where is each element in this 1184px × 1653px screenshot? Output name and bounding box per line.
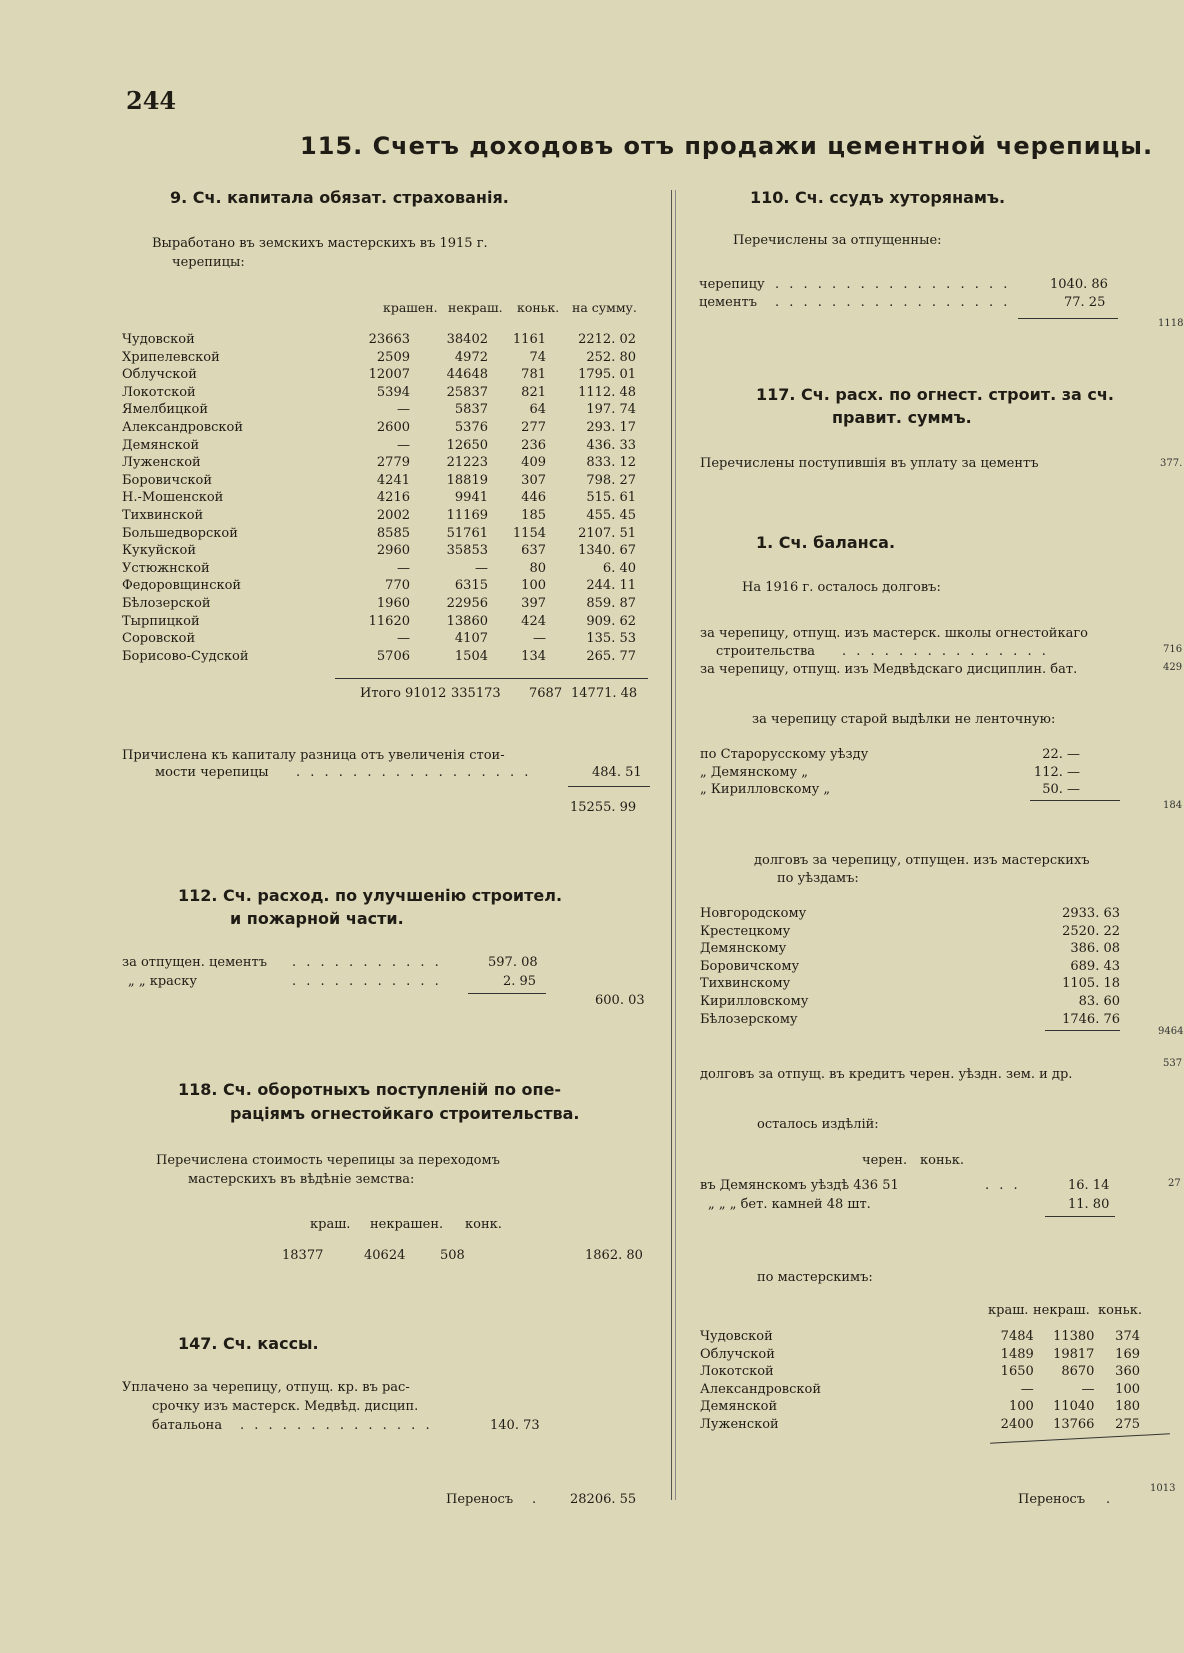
nekrash-value: 1504 <box>454 648 488 664</box>
s1-line1a: за черепицу, отпущ. изъ мастерск. школы огнестойкаго <box>700 626 1088 641</box>
section-118-heading-2: раціямъ огнестойкаго строительства. <box>230 1104 580 1123</box>
konk-value: 360 <box>1115 1364 1140 1380</box>
table-row <box>122 454 636 472</box>
right-carry-label: Переносъ <box>1018 1492 1086 1507</box>
konk-value: 1154 <box>512 525 546 541</box>
section-117-heading-2: правит. суммъ. <box>832 408 972 427</box>
konk-value: 180 <box>1115 1399 1140 1415</box>
ws-col-nekrash: некраш. <box>1033 1303 1090 1318</box>
dot-leader: . . . . . . . . . . . . . . . <box>842 644 1049 659</box>
konk-value: 277 <box>521 419 546 435</box>
nekrash-value: 38402 <box>446 332 488 347</box>
s1-edge3: 184 <box>1163 800 1183 811</box>
nekrash-value: 11380 <box>1053 1329 1095 1344</box>
nekrash-value: — <box>475 560 488 576</box>
s1-edge4: 9464 <box>1158 1026 1184 1037</box>
nekrash-value: 5837 <box>454 402 488 418</box>
s118-text-2: мастерскихъ въ вѣдѣніе земства: <box>188 1172 415 1187</box>
table-row <box>700 746 1080 764</box>
section-9-intro-2: черепицы: <box>172 255 245 270</box>
sum-value: 293. 17 <box>586 419 636 435</box>
old-tile-table <box>700 746 1080 799</box>
amount-value: 386. 08 <box>1070 941 1120 957</box>
table-row <box>700 1346 1140 1364</box>
s1-remain-row1-amount: 16. 14 <box>1068 1178 1110 1193</box>
table-row <box>700 781 1080 799</box>
konk-value: 1161 <box>512 332 546 347</box>
krashen-value: 2779 <box>376 455 410 471</box>
s110-row2-label: цементъ <box>699 295 757 310</box>
s112-row2-amount: 2. 95 <box>503 974 537 989</box>
amount-value: 2520. 22 <box>1062 923 1120 939</box>
s118-col-nekrash: некрашен. <box>370 1217 444 1232</box>
krash-value: 2400 <box>1000 1416 1034 1432</box>
s1-remain-col-2: коньк. <box>920 1153 964 1168</box>
amount-value: 1105. 18 <box>1062 976 1120 992</box>
table-row <box>122 489 636 507</box>
s117-text: Перечислены поступившія въ уплату за цементъ <box>700 456 1039 471</box>
sum-value: 798. 27 <box>586 472 636 488</box>
section-118-heading: 118. Сч. оборотныхъ поступленій по опе- <box>178 1080 562 1099</box>
workshop-name: Большедворской <box>122 525 238 541</box>
workshop-name: Облучской <box>700 1346 775 1362</box>
krashen-value: 11620 <box>368 613 410 629</box>
district-name: „ Кирилловскому „ <box>700 782 831 798</box>
section-9-heading: 9. Сч. капитала обязат. страхованія. <box>170 188 509 207</box>
table-row <box>700 1398 1140 1416</box>
nekrash-value: 22956 <box>446 595 488 611</box>
konk-value: 409 <box>521 455 546 471</box>
sum-value: 244. 11 <box>586 578 636 594</box>
col-header-krashen: крашен. <box>383 300 438 315</box>
krashen-value: — <box>397 437 410 453</box>
table-row <box>700 1328 1140 1346</box>
table-row <box>700 993 1120 1011</box>
district-name: Кирилловскому <box>700 993 809 1009</box>
s118-col-krash: краш. <box>310 1217 351 1232</box>
amount-value: 50. — <box>1042 782 1080 798</box>
table-row <box>122 384 636 402</box>
rule <box>1030 800 1120 801</box>
s147-text-1: Уплачено за черепицу, отпущ. кр. въ рас- <box>122 1380 410 1395</box>
s1-edge2: 429 <box>1163 662 1183 673</box>
table-row <box>700 958 1120 976</box>
s112-sum: 600. 03 <box>595 993 645 1008</box>
s1-line2: за черепицу, отпущ. изъ Медвѣдскаго дисциплин. бат. <box>700 662 1078 677</box>
district-name: „ Демянскому „ <box>700 764 808 780</box>
konk-value: 74 <box>529 349 546 365</box>
table-row <box>122 648 636 666</box>
district-name: Бѣлозерскому <box>700 1011 798 1027</box>
workshop-name: Александровской <box>122 419 243 435</box>
table-row <box>122 560 636 578</box>
dot-leader: . . . <box>985 1178 1021 1193</box>
amount-value: 689. 43 <box>1070 958 1120 974</box>
table-row <box>122 401 636 419</box>
krashen-value: — <box>397 631 410 647</box>
workshop-name: Кукуйской <box>122 543 197 559</box>
workshop-output-table <box>122 331 636 665</box>
rule <box>1045 1216 1115 1217</box>
krashen-value: 2509 <box>376 349 410 365</box>
s110-text: Перечислены за отпущенные: <box>733 233 942 248</box>
nekrash-value: 13860 <box>446 613 488 629</box>
nekrash-value: 4972 <box>454 349 488 365</box>
konk-value: 374 <box>1115 1329 1140 1344</box>
rule <box>568 786 650 787</box>
konk-value: 64 <box>529 402 546 418</box>
total-konk: 7687 <box>529 686 563 701</box>
nekrash-value: 9941 <box>454 490 488 506</box>
workshop-name: Луженской <box>700 1416 779 1432</box>
table-row <box>700 940 1120 958</box>
sum-value: 2212. 02 <box>578 332 636 347</box>
table-row <box>700 923 1120 941</box>
nekrash-value: 19817 <box>1053 1346 1095 1362</box>
sum-value: 252. 80 <box>586 349 636 365</box>
workshop-name: Чудовской <box>122 332 195 347</box>
s118-val-nekrash: 40624 <box>364 1248 406 1263</box>
dot-leader: . . . . . . . . . . . <box>292 974 442 989</box>
nekrash-value: 6315 <box>454 578 488 594</box>
workshop-name: Локотской <box>700 1364 774 1380</box>
konk-value: 185 <box>521 507 546 523</box>
col-header-konk: коньк. <box>517 300 560 315</box>
konk-value: 307 <box>521 472 546 488</box>
s1-debt-intro-1: долговъ за черепицу, отпущен. изъ мастерскихъ <box>754 853 1090 868</box>
district-name: Боровичскому <box>700 958 800 974</box>
section-147-heading: 147. Сч. кассы. <box>178 1334 319 1353</box>
section-110-heading: 110. Сч. ссудъ хуторянамъ. <box>750 188 1006 207</box>
s1-credit-line: долговъ за отпущ. въ кредитъ черен. уѣздн. зем. и др. <box>700 1067 1073 1082</box>
nekrash-value: 21223 <box>446 455 488 471</box>
sum-value: 909. 62 <box>586 613 636 629</box>
rule <box>1018 318 1118 319</box>
left-carry-dot: . <box>532 1492 537 1507</box>
s118-amount: 1862. 80 <box>585 1248 643 1263</box>
s110-row1-label: черепицу <box>699 277 765 292</box>
workshop-name: Тырпицкой <box>122 613 200 629</box>
konk-value: 637 <box>521 543 546 559</box>
total-label: Итого <box>360 686 401 701</box>
krashen-value: 5394 <box>376 384 410 400</box>
table-row <box>700 1011 1120 1029</box>
amount-value: 83. 60 <box>1078 993 1120 1009</box>
dot-leader: . . . . . . . . . . . <box>292 955 442 970</box>
district-name: Новгородскому <box>700 906 807 921</box>
column-divider-2 <box>675 190 676 1500</box>
section-9-intro: Выработано въ земскихъ мастерскихъ въ 1915 г. <box>152 236 488 251</box>
s1-workshop-intro: по мастерскимъ: <box>757 1270 873 1285</box>
s1-remain-col-1: черен. <box>862 1153 908 1168</box>
col-header-sum: на сумму. <box>572 300 637 315</box>
nekrash-value: 11040 <box>1053 1399 1095 1415</box>
s118-val-krash: 18377 <box>282 1248 324 1263</box>
krashen-value: 2002 <box>376 507 410 523</box>
s1-edge6: 27 <box>1168 1178 1181 1189</box>
district-name: Тихвинскому <box>700 976 791 992</box>
nekrash-value: 35853 <box>446 543 488 559</box>
table-row <box>700 764 1080 782</box>
konk-value: — <box>533 631 546 647</box>
table-row <box>700 905 1120 923</box>
nekrash-value: 25837 <box>446 384 488 400</box>
s1-remain-row2-amount: 11. 80 <box>1068 1197 1110 1212</box>
workshop-name: Н.-Мошенской <box>122 490 224 506</box>
right-edge-carry: 1013 <box>1150 1483 1176 1494</box>
s110-row1-amount: 1040. 86 <box>1050 277 1108 292</box>
dot-leader: . . . . . . . . . . . . . . . . . <box>296 765 532 780</box>
table-row <box>122 613 636 631</box>
section-9-sum: 15255. 99 <box>570 800 637 815</box>
s147-text-2: срочку изъ мастерск. Медвѣд. дисцип. <box>152 1399 419 1414</box>
s1-debt-intro-2: по уѣздамъ: <box>777 871 859 886</box>
page-title: 115. Счетъ доходовъ отъ продажи цементной черепицы. <box>300 132 1154 160</box>
workshop-name: Демянской <box>700 1399 778 1415</box>
added-amount: 484. 51 <box>592 765 642 780</box>
table-row <box>122 542 636 560</box>
table-row <box>122 577 636 595</box>
sum-value: 436. 33 <box>586 437 636 453</box>
amount-value: 1746. 76 <box>1062 1011 1120 1027</box>
column-divider <box>671 190 672 1500</box>
krashen-value: 8585 <box>376 525 410 541</box>
s1-edge5: 537 <box>1163 1058 1183 1069</box>
sum-value: 135. 53 <box>586 631 636 647</box>
nekrash-value: 44648 <box>446 367 488 383</box>
konk-value: 100 <box>1115 1381 1140 1397</box>
sum-value: 859. 87 <box>586 595 636 611</box>
konk-value: 424 <box>521 613 546 629</box>
s147-text-3: батальона <box>152 1418 223 1433</box>
krashen-value: 2600 <box>376 419 410 435</box>
workshop-name: Федоровщинской <box>122 578 242 594</box>
left-carry-label: Переносъ <box>446 1492 514 1507</box>
krashen-value: — <box>397 560 410 576</box>
table-row <box>122 472 636 490</box>
dot-leader: . . . . . . . . . . . . . . <box>240 1418 433 1433</box>
krash-value: 1650 <box>1000 1364 1034 1380</box>
krashen-value: 4241 <box>376 472 410 488</box>
s1-remain-intro: осталось издѣлій: <box>757 1117 879 1132</box>
table-row <box>700 1416 1140 1434</box>
nekrash-value: 12650 <box>446 437 488 453</box>
sum-value: 6. 40 <box>602 560 636 576</box>
konk-value: 236 <box>521 437 546 453</box>
workshop-name: Хрипелевской <box>122 349 220 365</box>
sum-value: 515. 61 <box>586 490 636 506</box>
konk-value: 275 <box>1115 1416 1140 1432</box>
s112-row1-amount: 597. 08 <box>488 955 538 970</box>
s1-old-intro: за черепицу старой выдѣлки не ленточную: <box>752 712 1056 727</box>
sum-value: 455. 45 <box>586 507 636 523</box>
rule <box>990 1433 1170 1443</box>
rule <box>335 678 648 679</box>
s147-amount: 140. 73 <box>490 1418 540 1433</box>
table-row <box>700 975 1120 993</box>
sum-value: 2107. 51 <box>578 525 636 541</box>
sum-value: 1795. 01 <box>578 367 636 383</box>
col-header-nekrash: некраш. <box>448 300 503 315</box>
konk-value: 781 <box>521 367 546 383</box>
table-row <box>122 366 636 384</box>
krashen-value: 4216 <box>376 490 410 506</box>
table-row <box>122 349 636 367</box>
nekrash-value: 13766 <box>1053 1416 1095 1432</box>
debt-by-district-table <box>700 905 1120 1028</box>
s1-remain-row2-label: „ „ „ бет. камней 48 шт. <box>708 1197 871 1212</box>
nekrash-value: 51761 <box>446 525 488 541</box>
krashen-value: 1960 <box>376 595 410 611</box>
added-line-1: Причислена къ капиталу разница отъ увеличенія стои- <box>122 748 505 763</box>
section-112-heading: 112. Сч. расход. по улучшенію строител. <box>178 886 563 905</box>
table-row <box>122 437 636 455</box>
table-row <box>122 630 636 648</box>
workshop-stock-table <box>700 1328 1140 1434</box>
workshop-name: Александровской <box>700 1381 821 1397</box>
krashen-value: 23663 <box>368 332 410 347</box>
s1-intro: На 1916 г. осталось долговъ: <box>742 580 941 595</box>
s118-text-1: Перечислена стоимость черепицы за переходомъ <box>156 1153 500 1168</box>
s112-row1-label: за отпущен. цементъ <box>122 955 267 970</box>
workshop-name: Облучской <box>122 367 197 383</box>
amount-value: 112. — <box>1033 764 1080 780</box>
s117-edge-amount: 377. <box>1160 458 1183 469</box>
krash-value: 100 <box>1008 1399 1034 1415</box>
amount-value: 2933. 63 <box>1062 906 1120 921</box>
dot-leader: . . . . . . . . . . . . . . . . . <box>775 295 1011 310</box>
konk-value: 446 <box>521 490 546 506</box>
konk-value: 80 <box>529 560 546 576</box>
section-112-heading-2: и пожарной части. <box>230 909 404 928</box>
district-name: Крестецкому <box>700 923 791 939</box>
s1-remain-row1-label: въ Демянскомъ уѣздѣ 436 51 <box>700 1178 899 1193</box>
table-row <box>700 1363 1140 1381</box>
workshop-name: Чудовской <box>700 1329 773 1344</box>
table-row <box>122 507 636 525</box>
sum-value: 833. 12 <box>586 455 636 471</box>
workshop-name: Локотской <box>122 384 196 400</box>
s118-val-konk: 508 <box>440 1248 465 1263</box>
table-row <box>700 1381 1140 1399</box>
workshop-name: Бѣлозерской <box>122 595 211 611</box>
amount-value: 22. — <box>1042 747 1080 762</box>
krashen-value: — <box>397 402 410 418</box>
s112-row2-label: „ „ краску <box>128 974 197 989</box>
konk-value: 100 <box>521 578 546 594</box>
table-row <box>122 331 636 349</box>
konk-value: 169 <box>1115 1346 1140 1362</box>
total-sum: 14771. 48 <box>571 686 638 701</box>
konk-value: 397 <box>521 595 546 611</box>
right-carry-dot: . <box>1106 1492 1111 1507</box>
workshop-name: Тихвинской <box>122 507 204 523</box>
nekrash-value: 5376 <box>454 419 488 435</box>
rule <box>1045 1030 1120 1031</box>
workshop-name: Устюжнской <box>122 560 210 576</box>
section-117-heading: 117. Сч. расх. по огнест. строит. за сч. <box>756 385 1114 404</box>
table-row <box>122 419 636 437</box>
sum-value: 265. 77 <box>586 648 636 664</box>
workshop-name: Борисово-Судской <box>122 648 249 664</box>
left-carry-amount: 28206. 55 <box>570 1492 637 1507</box>
table-row <box>122 525 636 543</box>
workshop-name: Демянской <box>122 437 200 453</box>
krashen-value: 770 <box>385 578 410 594</box>
nekrash-value: 8670 <box>1061 1364 1095 1380</box>
konk-value: 134 <box>521 648 546 664</box>
konk-value: 821 <box>521 384 546 400</box>
krashen-value: 2960 <box>376 543 410 559</box>
rule <box>468 993 546 994</box>
sum-value: 1340. 67 <box>578 543 636 559</box>
nekrash-value: 18819 <box>446 472 488 488</box>
s110-row2-amount: 77. 25 <box>1064 295 1106 310</box>
nekrash-value: 11169 <box>446 507 488 523</box>
ws-col-konk: коньк. <box>1098 1303 1142 1318</box>
total-nekrash: 335173 <box>451 686 501 701</box>
krash-value: 1489 <box>1000 1346 1034 1362</box>
s1-edge1: 716 <box>1163 644 1183 655</box>
district-name: Демянскому <box>700 941 787 957</box>
workshop-name: Боровичской <box>122 472 213 488</box>
dot-leader: . . . . . . . . . . . . . . . . . <box>775 277 1011 292</box>
added-line-2: мости черепицы <box>155 765 269 780</box>
nekrash-value: — <box>1081 1381 1095 1397</box>
total-krashen: 91012 <box>405 686 447 701</box>
krash-value: 7484 <box>1000 1329 1034 1344</box>
table-row <box>122 595 636 613</box>
ws-col-krash: краш. <box>988 1303 1029 1318</box>
sum-value: 1112. 48 <box>578 384 636 400</box>
workshop-name: Соровской <box>122 631 196 647</box>
section-1-heading: 1. Сч. баланса. <box>756 533 896 552</box>
s1-line1b: строительства <box>716 644 816 659</box>
krashen-value: 5706 <box>376 648 410 664</box>
district-name: по Старорусскому уѣзду <box>700 747 869 762</box>
page-number: 244 <box>126 86 177 115</box>
krashen-value: 12007 <box>368 367 410 383</box>
nekrash-value: 4107 <box>454 631 488 647</box>
s110-edge-sum: 1118 <box>1158 318 1184 329</box>
krash-value: — <box>1020 1381 1034 1397</box>
workshop-name: Луженской <box>122 455 201 471</box>
workshop-name: Ямелбицкой <box>122 402 209 418</box>
sum-value: 197. 74 <box>586 402 636 418</box>
s118-col-konk: конк. <box>465 1217 502 1232</box>
